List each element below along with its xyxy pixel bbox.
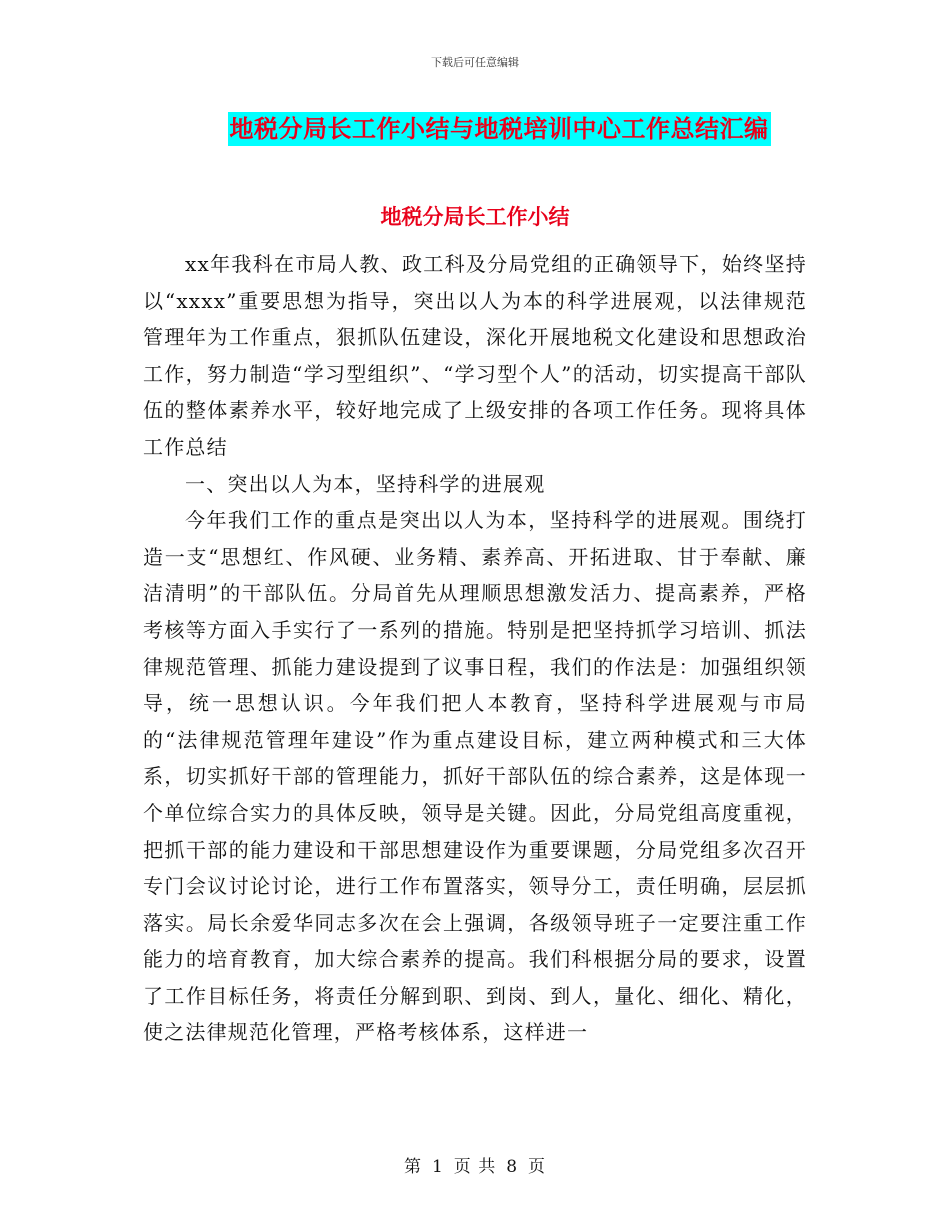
document-title: 地税分局长工作小结与地税培训中心工作总结汇编 xyxy=(228,112,771,146)
footer-prefix: 第 xyxy=(403,1157,422,1177)
page-footer xyxy=(0,1152,950,1177)
paragraph-heading-1: 一、突出以人为本，坚持科学的进展观 xyxy=(185,471,546,496)
paragraph-intro: xx年我科在市局人教、政工科及分局党组的正确领导下，始终坚持以“xxxx”重要思想为指导，突出以人为本的科学进展观，以法律规范管理年为工作重点，狠抓队伍建设，深化开展地税文化建设和思想政治工作，努力制造“学习型组织”、“学习型个人”的活动，切实提高干部队伍的整体素养水平，较好地完成了上级安排的各项工作任务。现将具体工作总结 xyxy=(143,252,807,459)
body-text xyxy=(143,246,807,1051)
footer-middle: 页 共 xyxy=(453,1157,497,1177)
document-title-container xyxy=(0,112,950,146)
section-title: 地税分局长工作小结 xyxy=(380,205,570,229)
header-note: 下载后可任意编辑 xyxy=(431,56,519,69)
paragraph-body-1: 今年我们工作的重点是突出以人为本，坚持科学的进展观。围绕打造一支“思想红、作风硬、业务精、素养高、开拓进取、甘于奉献、廉洁清明”的干部队伍。分局首先从理顺思想激发活力、提高素养，严格考核等方面入手实行了一系列的措施。特别是把坚持抓学习培训、抓法律规范管理、抓能力建设提到了议事日程，我们的作法是：加强组织领导，统一思想认识。今年我们把人本教育，坚持科学进展观与市局的“法律规范管理年建设”作为重点建设目标，建立两种模式和三大体系，切实抓好干部的管理能力，抓好干部队伍的综合素养，这是体现一个单位综合实力的具体反映，领导是关键。因此，分局党组高度重视，把抓干部的能力建设和干部思想建设作为重要课题，分局党组多次召开专门会议讨论讨论，进行工作布置落实，领导分工，责任明确，层层抓落实。局长余爱华同志多次在会上强调，各级领导班子一定要注重工作能力的培育教育，加大综合素养的提高。我们科根据分局的要求，设置了工作目标任务，将责任分解到职、到岗、到人，量化、细化、精化，使之法律规范化管理，严格考核体系，这样进一 xyxy=(143,508,807,1045)
footer-page-number: 1 xyxy=(431,1157,444,1177)
footer-total-pages: 8 xyxy=(506,1157,519,1177)
footer-suffix: 页 xyxy=(528,1157,547,1177)
